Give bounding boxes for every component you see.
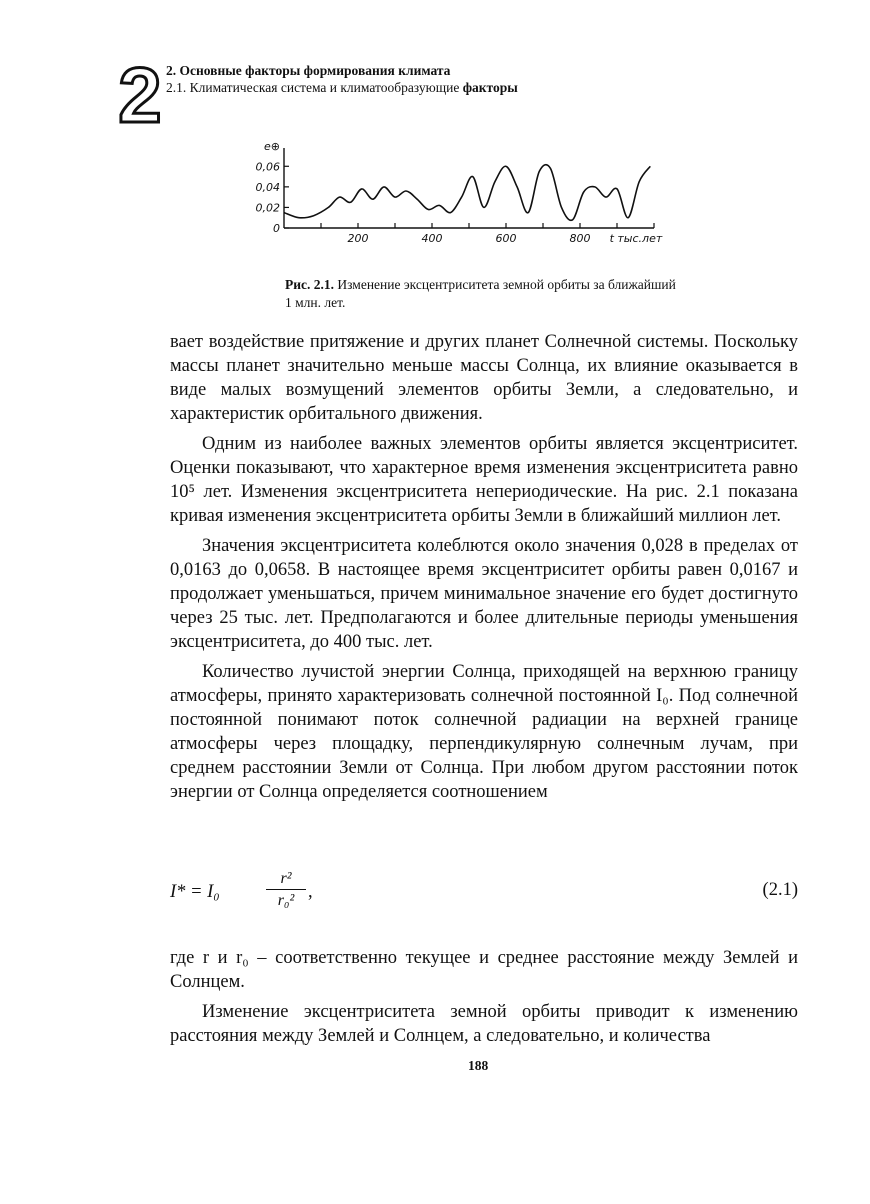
- caption-text: Изменение эксцентриситета земной орбиты за ближайший 1 млн. лет.: [285, 277, 676, 310]
- header-section-prefix: 2.1. Климатическая система и климатообразующие: [166, 80, 463, 95]
- formula-denominator: r₀²: [277, 892, 295, 909]
- paragraph: Изменение эксцентриситета земной орбиты приводит к изменению расстояния между Землей и Солнцем, а следовательно, и количества: [170, 1002, 798, 1046]
- header-section-title: [166, 79, 518, 96]
- chart-x-tick-label: 200: [347, 232, 369, 245]
- formula-numerator: r²: [280, 870, 292, 887]
- chart-y-tick-label: 0: [273, 222, 280, 235]
- chart-x-tick-label: 400: [421, 232, 443, 245]
- header-section-bold: факторы: [462, 80, 518, 95]
- running-header: [166, 62, 518, 96]
- formula-2-1: [170, 866, 798, 922]
- chapter-number-text: 2: [118, 60, 162, 130]
- body-text-top: [170, 330, 798, 804]
- chart-x-tick-label: 800: [569, 232, 591, 245]
- paragraph: Одним из наиболее важных элементов орбиты является эксцентриситет. Оценки показывают, что характерное время изменения эксцентриситета равно 10⁵ лет. Изменения эксцентриситета непериодические. На рис. 2.1 показана кривая изменения эксцентриситета орбиты Земли в ближайший миллион лет.: [170, 434, 798, 526]
- formula-comma: ,: [308, 882, 313, 902]
- paragraph: Значения эксцентриситета колеблются около значения 0,028 в пределах от 0,0163 до 0,0658. В настоящее время эксцентриситет орбиты равен 0,0167 и продолжает уменьшаться, причем минимальное значение его будет достигнуто через 25 тыс. лет. Предполагаются и более длительные периоды уменьшения эксцентриситета, до 400 тыс. лет.: [170, 536, 798, 652]
- fraction-bar: [266, 889, 306, 890]
- paragraph: Количество лучистой энергии Солнца, приходящей на верхнюю границу атмосферы, принято характеризовать солнечной постоянной I₀. Под солнечной постоянной понимают поток солнечной радиации на верхней границе атмосферы через площадку, перпендикулярную солнечным лучам, при среднем расстоянии Земли от Солнца. При любом другом расстоянии поток энергии от Солнца определяется соотношением: [170, 662, 798, 802]
- header-chapter-title: 2. Основные факторы формирования климата: [166, 63, 451, 78]
- figure-caption: [285, 276, 685, 312]
- paragraph: где r и r₀ – соответственно текущее и среднее расстояние между Землей и Солнцем.: [170, 948, 798, 992]
- chart-y-tick-label: 0,04: [255, 180, 280, 194]
- chart-y-tick-label: 0,06: [255, 160, 280, 174]
- eccentricity-chart: [250, 138, 700, 253]
- formula-fraction: [266, 870, 306, 910]
- formula-lhs: I* = I₀: [170, 882, 220, 902]
- chapter-number: [118, 60, 162, 130]
- chart-xlabel: t тыс.лет: [609, 232, 663, 245]
- equation-number: (2.1): [762, 880, 798, 900]
- chart-ylabel: e⊕: [264, 140, 280, 153]
- chart-x-tick-label: 600: [495, 232, 517, 245]
- caption-label: Рис. 2.1.: [285, 277, 335, 292]
- body-text-bottom: [170, 946, 798, 1048]
- paragraph: вает воздействие притяжение и других планет Солнечной системы. Поскольку массы планет значительно меньше массы Солнца, их влияние оказывается в виде малых возмущений элементов орбиты Земли, а следовательно, и характеристик орбитального движения.: [170, 332, 798, 424]
- page-number: 188: [468, 1058, 489, 1073]
- chart-y-tick-label: 0,02: [255, 201, 280, 215]
- chart-series-line: [284, 165, 650, 221]
